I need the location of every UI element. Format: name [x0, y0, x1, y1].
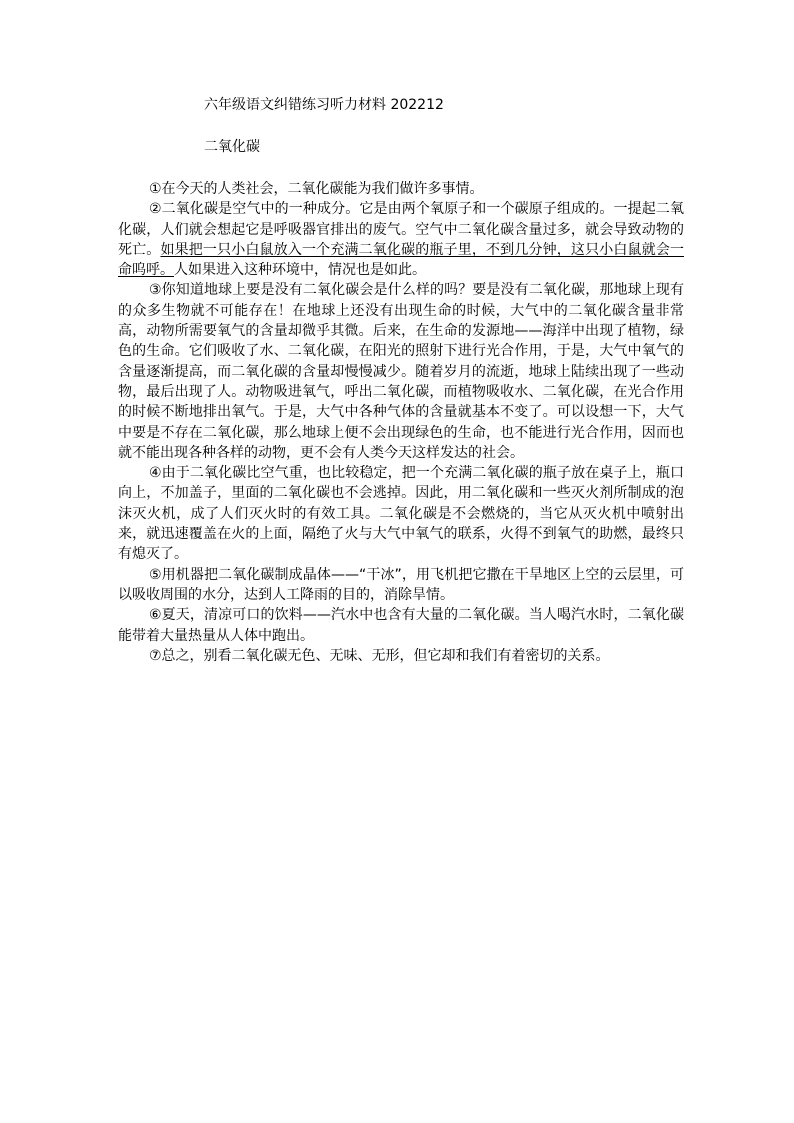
paragraph-7: ⑦总之，别看二氧化碳无色、无味、无形，但它却和我们有着密切的关系。	[149, 647, 610, 664]
paragraph-2	[118, 199, 684, 280]
paragraph-2-tail-text: 人如果进入这种环境中，情况也是如此。	[174, 262, 426, 279]
paragraph-5: ⑤用机器把二氧化碳制成晶体——“干冰”，用飞机把它撒在干旱地区上空的云层里，可以吸收周围的水分，达到人工降雨的目的，消除旱情。	[118, 566, 684, 603]
paragraph-3: ③你知道地球上要是没有二氧化碳会是什么样的吗？要是没有二氧化碳，那地球上现有的众多生物就不可能存在！在地球上还没有出现生命的时候，大气中的二氧化碳含量非常高，动物所需要氧气的含量却微乎其微。后来，在生命的发源地——海洋中出现了植物，绿色的生命。它们吸收了水、二氧化碳，在阳光的照射下进行光合作用，于是，大气中氧气的含量逐渐提高，而二氧化碳的含量却慢慢减少。随着岁月的流逝，地球上陆续出现了一些动物，最后出现了人。动物吸进氧气，呼出二氧化碳，而植物吸收水、二氧化碳，在光合作用的时候不断地排出氧气。于是，大气中各种气体的含量就基本不变了。可以设想一下，大气中要是不存在二氧化碳，那么地球上便不会出现绿色的生命，也不能进行光合作用，因而也就不能出现各种各样的动物，更不会有人类今天这样发达的社会。	[118, 282, 684, 461]
document-title: 六年级语文纠错练习听力材料 202212	[204, 97, 444, 113]
paragraph-6: ⑥夏天，清凉可口的饮料——汽水中也含有大量的二氧化碳。当人喝汽水时，二氧化碳能带着大量热量从人体中跑出。	[118, 607, 684, 644]
paragraph-4: ④由于二氧化碳比空气重，也比较稳定，把一个充满二氧化碳的瓶子放在桌子上，瓶口向上，不加盖子，里面的二氧化碳也不会逃掉。因此，用二氧化碳和一些灭火剂所制成的泡沫灭火机，成了人们灭火时的有效工具。二氧化碳是不会燃烧的，当它从灭火机中喷射出来，就迅速覆盖在火的上面，隔绝了火与大气中氧气的联系，火得不到氧气的助燃，最终只有熄灭了。	[118, 465, 684, 563]
article-body	[118, 179, 684, 666]
paragraph-2-underlined-sentence: 如果把一只小白鼠放入一个充满二氧化碳的瓶子里，不到几分钟，这只小白鼠就会一命呜呼。	[118, 241, 685, 279]
paragraph-2-lead-text: ②二氧化碳是空气中的一种成分。它是由两个氧原子和一个碳原子组成的。一提起二氧化碳，人们就会想起它是呼吸器官排出的废气。空气中二氧化碳含量过多，就会导致动物的死亡。	[118, 201, 684, 258]
paragraph-1: ①在今天的人类社会，二氧化碳能为我们做许多事情。	[149, 181, 484, 197]
article-title: 二氧化碳	[204, 139, 260, 155]
